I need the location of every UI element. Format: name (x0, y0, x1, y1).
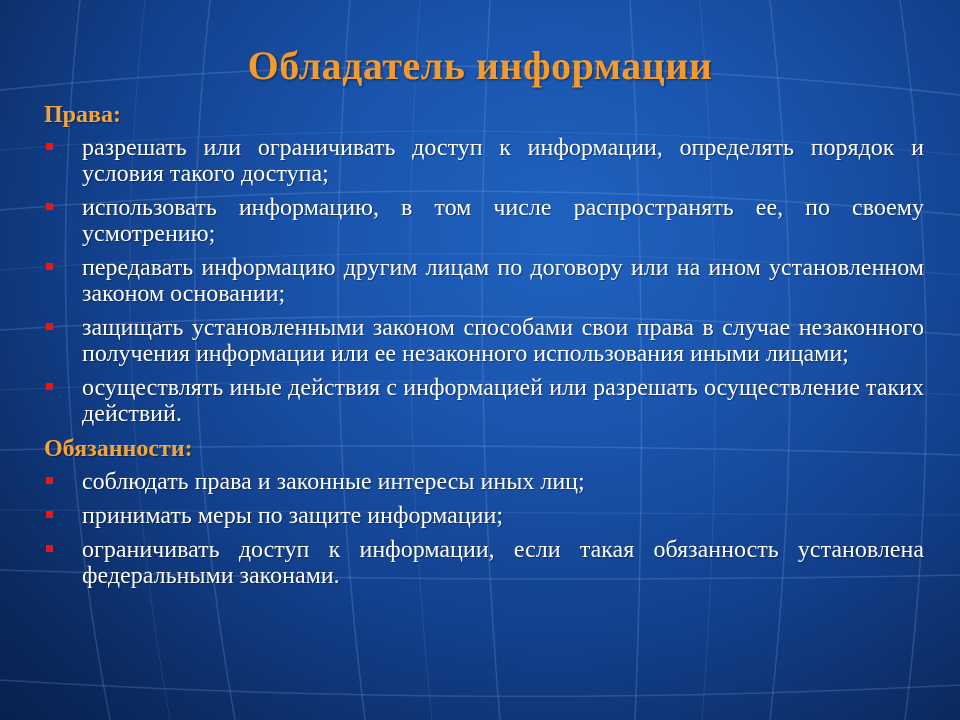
red-square-bullet-icon (46, 545, 53, 552)
list-item (44, 135, 924, 187)
red-square-bullet-icon (46, 511, 53, 518)
duties-heading: Обязанности: (44, 436, 193, 462)
list-item (44, 537, 924, 589)
list-item (44, 469, 924, 495)
slide-title: Обладатель информации (247, 43, 713, 88)
red-square-bullet-icon (46, 477, 53, 484)
rights-heading: Права: (44, 102, 121, 128)
red-square-bullet-icon (46, 203, 53, 210)
red-square-bullet-icon (46, 143, 53, 150)
list-item (44, 315, 924, 367)
list-item (44, 255, 924, 307)
list-item-text: ограничивать доступ к информации, если такая обязанность установлена федеральными законами. (82, 537, 924, 589)
list-item-text: защищать установленными законом способами свои права в случае незаконного получения информации или ее незаконного использования иными лицами; (82, 315, 924, 367)
list-item-text: осуществлять иные действия с информацией или разрешать осуществление таких действий. (82, 375, 924, 427)
slide-content (44, 101, 924, 597)
list-item-text: принимать меры по защите информации; (82, 503, 504, 529)
list-item-text: разрешать или ограничивать доступ к информации, определять порядок и условия такого доступа; (82, 135, 924, 187)
list-item (44, 195, 924, 247)
red-square-bullet-icon (46, 263, 53, 270)
list-item (44, 503, 924, 529)
list-item (44, 375, 924, 427)
list-item-text: использовать информацию, в том числе распространять ее, по своему усмотрению; (82, 195, 924, 247)
list-item-text: передавать информацию другим лицам по договору или на ином установленном законом основании; (82, 255, 924, 307)
list-item-text: соблюдать права и законные интересы иных лиц; (82, 469, 585, 495)
red-square-bullet-icon (46, 383, 53, 390)
red-square-bullet-icon (46, 323, 53, 330)
